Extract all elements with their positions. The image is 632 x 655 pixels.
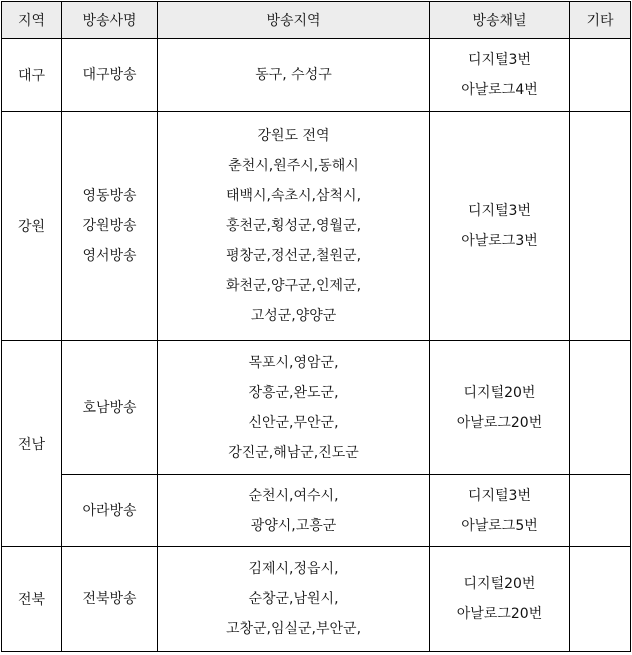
broadcaster-cell [62, 475, 158, 547]
header-region: 지역 [2, 2, 62, 39]
analog-channel: 아날로그5번 [461, 517, 538, 534]
area-line: 화천군,양구군,인제군, [225, 278, 362, 294]
broadcast-table [1, 1, 631, 652]
broadcaster-name: 대구방송 [82, 67, 137, 83]
area-line: 장흥군,완도군, [248, 384, 339, 401]
broadcaster-name: 호남방송 [82, 399, 137, 416]
broadcaster-name: 영서방송 [82, 248, 137, 264]
channel-cell [430, 341, 570, 475]
area-line: 광양시,고흥군 [250, 517, 337, 534]
channel-cell [430, 39, 570, 112]
area-line: 동구, 수성구 [255, 67, 332, 83]
broadcaster-name: 전북방송 [82, 591, 137, 607]
broadcaster-name: 강원방송 [82, 218, 137, 234]
broadcaster-cell [62, 39, 158, 112]
table-row [2, 39, 631, 112]
header-area: 방송지역 [158, 2, 430, 39]
table-row [2, 547, 631, 652]
area-cell [158, 112, 430, 341]
etc-cell [570, 547, 631, 652]
etc-cell [570, 341, 631, 475]
table-row [2, 112, 631, 341]
header-broadcaster: 방송사명 [62, 2, 158, 39]
header-row [2, 2, 631, 39]
digital-channel: 디지털20번 [463, 384, 536, 401]
region-cell: 대구 [2, 39, 62, 112]
area-line: 순창군,남원시, [248, 591, 339, 607]
broadcaster-cell [62, 547, 158, 652]
broadcaster-cell [62, 112, 158, 341]
area-line: 순천시,여수시, [248, 487, 339, 504]
header-etc: 기타 [570, 2, 631, 39]
area-line: 고성군,양양군 [250, 308, 337, 324]
region-cell: 전남 [2, 341, 62, 547]
area-cell [158, 475, 430, 547]
digital-channel: 디지털20번 [463, 576, 536, 592]
header-channel: 방송채널 [430, 2, 570, 39]
area-line: 신안군,무안군, [248, 414, 339, 431]
table-row [2, 341, 631, 475]
analog-channel: 아날로그20번 [456, 606, 543, 622]
etc-cell [570, 112, 631, 341]
area-cell [158, 39, 430, 112]
region-cell: 전북 [2, 547, 62, 652]
broadcaster-name: 아라방송 [82, 502, 137, 519]
area-line: 홍천군,횡성군,영월군, [225, 218, 362, 234]
area-line: 김제시,정읍시, [248, 561, 339, 577]
area-line: 강진군,해남군,진도군 [228, 444, 359, 461]
area-line: 춘천시,원주시,동해시 [228, 158, 359, 174]
broadcaster-cell [62, 341, 158, 475]
area-cell [158, 341, 430, 475]
analog-channel: 아날로그4번 [461, 82, 538, 98]
digital-channel: 디지털3번 [467, 52, 531, 68]
region-cell: 강원 [2, 112, 62, 341]
analog-channel: 아날로그20번 [456, 414, 543, 431]
area-line: 고창군,임실군,부안군, [225, 621, 362, 637]
channel-cell [430, 475, 570, 547]
digital-channel: 디지털3번 [467, 487, 531, 504]
area-cell [158, 547, 430, 652]
digital-channel: 디지털3번 [467, 203, 531, 219]
analog-channel: 아날로그3번 [461, 233, 538, 249]
channel-cell [430, 547, 570, 652]
broadcaster-name: 영동방송 [82, 188, 137, 204]
area-line: 목포시,영암군, [248, 354, 339, 371]
table-row [2, 475, 631, 547]
channel-cell [430, 112, 570, 341]
area-line: 평창군,정선군,철원군, [225, 248, 362, 264]
etc-cell [570, 475, 631, 547]
etc-cell [570, 39, 631, 112]
area-line: 강원도 전역 [257, 128, 330, 144]
area-line: 태백시,속초시,삼척시, [225, 188, 362, 204]
